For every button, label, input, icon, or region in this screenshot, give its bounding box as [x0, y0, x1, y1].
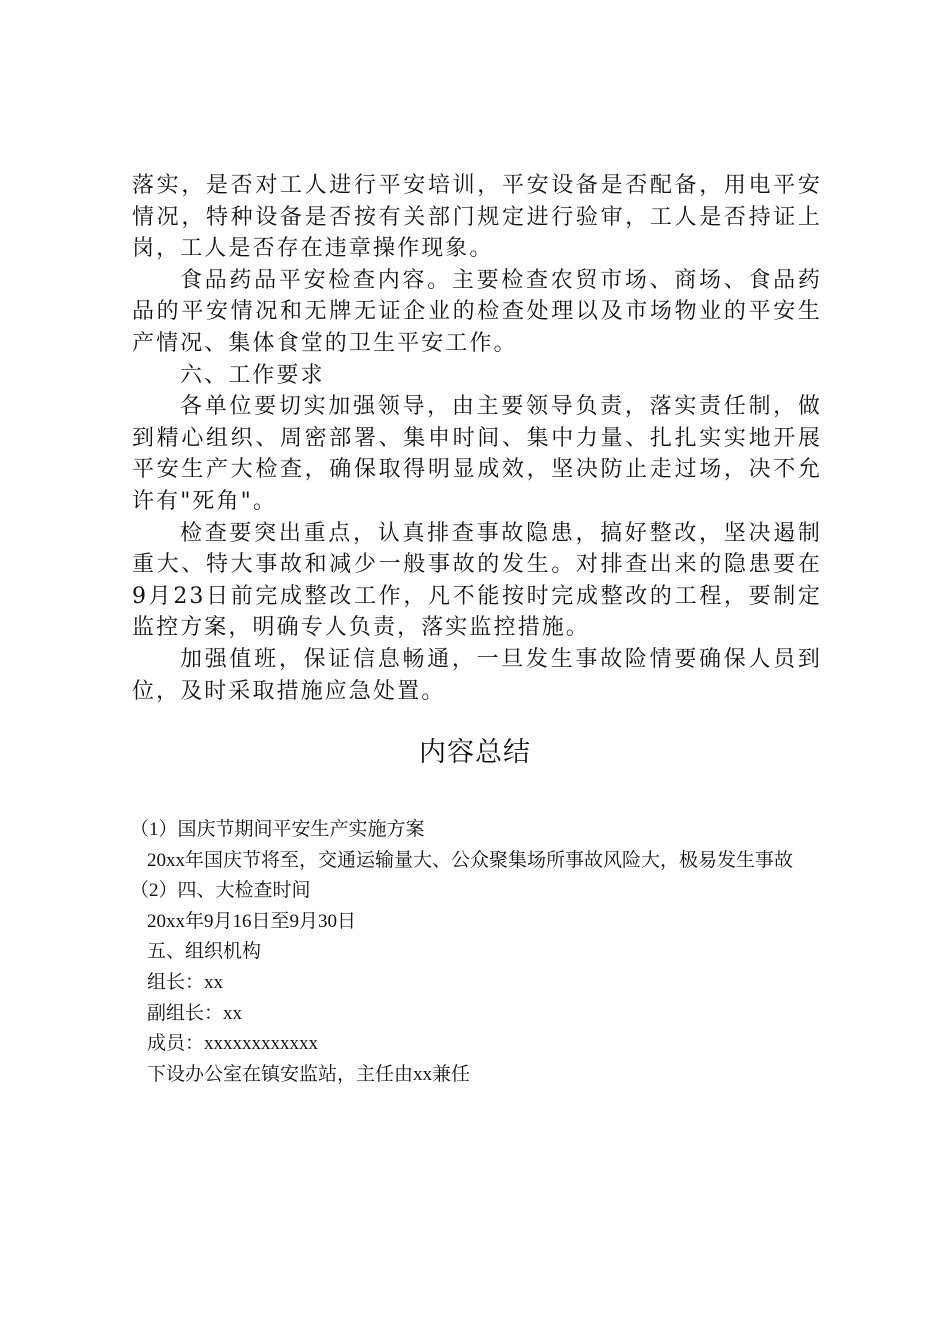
paragraph-duty-shift: 加强值班，保证信息畅通，一旦发生事故险情要确保人员到位，及时采取措施应急处置。 — [132, 646, 822, 704]
summary-text: 下设办公室在镇安监站，主任由xx兼任 — [147, 1063, 471, 1085]
summary-list — [130, 815, 822, 1090]
section-heading-work-requirements: 六、工作要求 — [180, 362, 325, 388]
summary-text: 20xx年9月16日至9月30日 — [147, 910, 357, 932]
paragraph-leadership: 各单位要切实加强领导，由主要领导负责，落实责任制，做到精心组织、周密部署、集申时间、集中力量、扎扎实实地开展平安生产大检查，确保取得明显成效，坚决防止走过场，决不允许有"死角"。 — [132, 394, 822, 514]
summary-title: 内容总结 — [419, 737, 531, 768]
paragraph-safety-training: 落实，是否对工人进行平安培训，平安设备是否配备，用电平安情况，特种设备是否按有关部门规定进行验审，工人是否持证上岗，工人是否存在违章操作现象。 — [132, 173, 822, 262]
summary-text: 成员：xxxxxxxxxxxx — [147, 1033, 319, 1055]
summary-text: 五、组织机构 — [147, 941, 262, 963]
summary-item-2: （2）四、大检查时间 — [130, 880, 311, 902]
summary-text: 组长：xx — [147, 971, 224, 993]
paragraph-hazard-rectification: 检查要突出重点，认真排查事故隐患，搞好整改，坚决遏制重大、特大事故和减少一般事故的发生。对排查出来的隐患要在9月23日前完成整改工作，凡不能按时完成整改的工程，要制定监控方案，明确专人负责，落实监控措施。 — [132, 520, 822, 641]
summary-text: 副组长：xx — [147, 1002, 243, 1024]
summary-item-1: （1）国庆节期间平安生产实施方案 — [130, 819, 425, 840]
summary-text: 20xx年国庆节将至，交通运输量大、公众聚集场所事故风险大，极易发生事故 — [147, 849, 794, 871]
body-text — [132, 170, 822, 707]
paragraph-food-drug-inspection: 食品药品平安检查内容。主要检查农贸市场、商场、食品药品的平安情况和无牌无证企业的检查处理以及市场物业的平安生产情况、集体食堂的卫生平安工作。 — [132, 267, 822, 356]
